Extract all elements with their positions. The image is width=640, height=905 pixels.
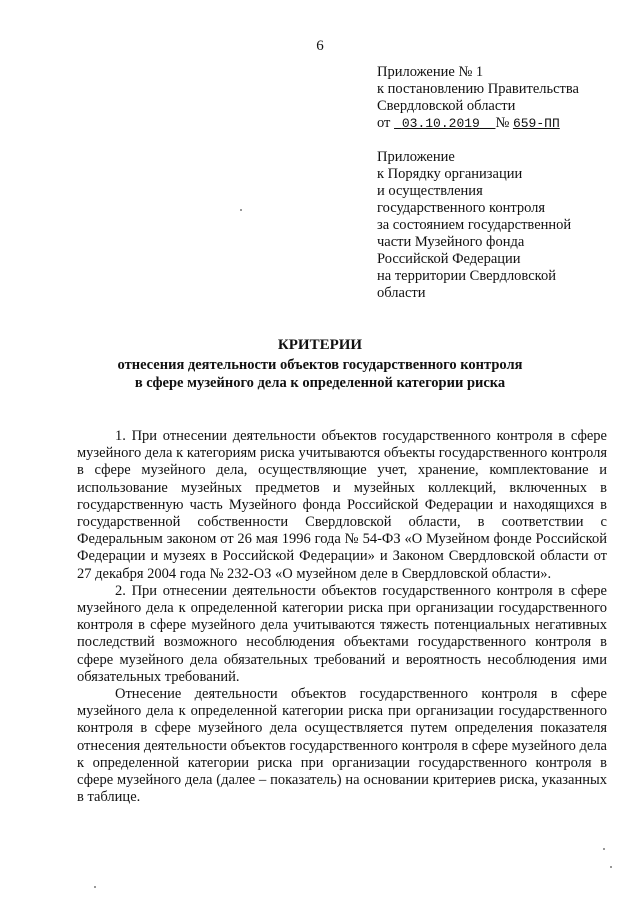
- date-prefix: от: [377, 115, 391, 131]
- appendix-2-line: области: [377, 285, 426, 301]
- number-prefix: №: [495, 115, 510, 131]
- document-subtitle-line: отнесения деятельности объектов государственного контроля: [117, 357, 523, 373]
- appendix-2-header: [377, 149, 571, 302]
- appendix-2-line: Приложение: [377, 149, 455, 165]
- appendix-1-header: [377, 64, 579, 132]
- document-body: [77, 428, 607, 806]
- appendix-1-line: к постановлению Правительства: [377, 81, 579, 97]
- appendix-2-line: государственного контроля: [377, 200, 546, 216]
- document-title: КРИТЕРИИ: [277, 337, 363, 353]
- paragraph: 2. При отнесении деятельности объектов государственного контроля в сфере музейного дела к определенной категории риска при организации государственного контроля в сфере музейного дела учитываются тяжесть потенциальных негативных последствий возможного несоблюдения объектами государственного контроля в сфере музейного дела обязательных требований и вероятность несоблюдения ими обязательных требований.: [77, 582, 607, 685]
- appendix-2-line: к Порядку организации: [377, 166, 523, 182]
- appendix-1-line: Свердловской области: [377, 98, 516, 114]
- scan-speck: [610, 866, 612, 868]
- appendix-1-date-line: [377, 115, 579, 132]
- appendix-1-line: Приложение № 1: [377, 64, 484, 80]
- paragraph: Отнесение деятельности объектов государственного контроля в сфере музейного дела к определенной категории риска при организации государственного контроля в сфере музейного дела осуществляется путем определения показателя отнесения деятельности объектов государственного контроля в сфере музейного дела к определенной категории риска при организации государственного контроля в сфере музейного дела (далее – показатель) на основании критериев риска, указанных в таблице.: [77, 686, 607, 806]
- scan-speck: [94, 886, 96, 888]
- appendix-2-line: и осуществления: [377, 183, 483, 199]
- document-number: 659-ПП: [512, 116, 560, 131]
- scan-speck: [603, 848, 605, 850]
- document-date: 03.10.2019: [401, 116, 480, 131]
- appendix-2-line: за состоянием государственной: [377, 217, 572, 233]
- page-number: 6: [316, 38, 324, 54]
- paragraph: 1. При отнесении деятельности объектов государственного контроля в сфере музейного дела к категориям риска учитываются объекты государственного контроля в сфере музейного дела, осуществляющие учет, хранение, комплектование и использование музейных предметов и музейных коллекций, включенных в государственную часть Музейного фонда Российской Федерации и находящихся в государственной собственности Свердловской области, в соответствии с Федеральным законом от 26 мая 1996 года № 54-ФЗ «О Музейном фонде Российской Федерации и музеях в Российской Федерации» и Законом Свердловской области от 27 декабря 2004 года № 232-ОЗ «О музейном деле в Свердловской области».: [77, 428, 607, 582]
- appendix-2-line: Российской Федерации: [377, 251, 521, 267]
- document-subtitle-line: в сфере музейного дела к определенной категории риска: [134, 375, 506, 391]
- scan-speck: [240, 209, 242, 211]
- appendix-2-line: части Музейного фонда: [377, 234, 525, 250]
- appendix-2-line: на территории Свердловской: [377, 268, 556, 284]
